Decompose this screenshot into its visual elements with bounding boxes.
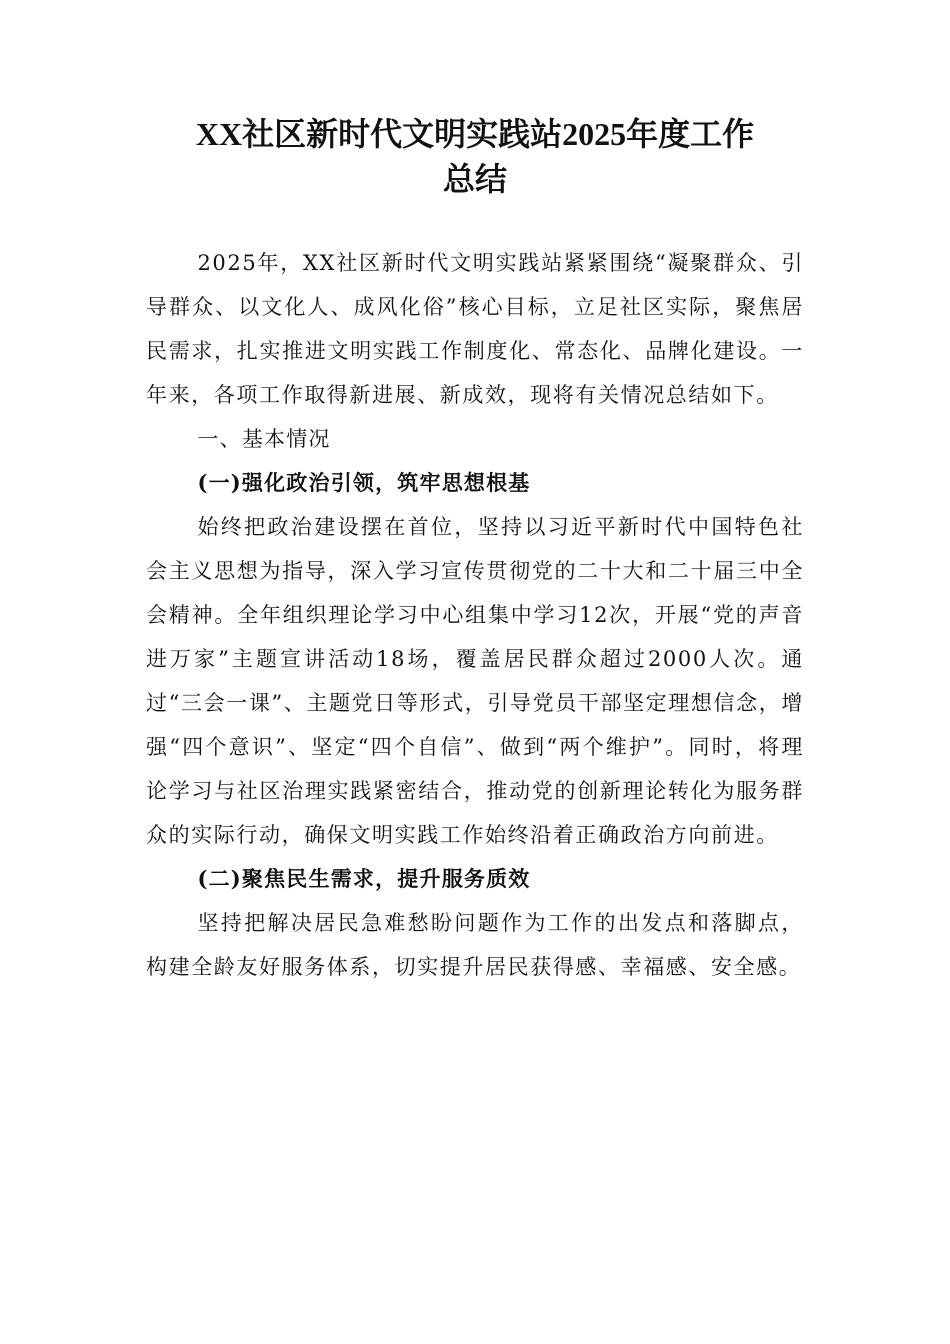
document-body [146, 241, 804, 989]
document-page [146, 112, 804, 989]
section-heading-basic-situation: 一、基本情况 [197, 427, 331, 451]
intro-paragraph: 2025年，XX社区新时代文明实践站紧紧围绕“凝聚群众、引导群众、以文化人、成风化俗”核心目标，立足社区实际，聚焦居民需求，扎实推进文明实践工作制度化、常态化、品牌化建设。一年来，各项工作取得新进展、新成效，现将有关情况总结如下。 [146, 251, 804, 407]
livelihood-needs-paragraph: 坚持把解决居民急难愁盼问题作为工作的出发点和落脚点，构建全龄友好服务体系，切实提升居民获得感、幸福感、安全感。 [146, 911, 804, 979]
document-title-line-2: 总结 [442, 161, 507, 197]
political-leadership-paragraph: 始终把政治建设摆在首位，坚持以习近平新时代中国特色社会主义思想为指导，深入学习宣传贯彻党的二十大和二十届三中全会精神。全年组织理论学习中心组集中学习12次，开展“党的声音进万家”主题宣讲活动18场，覆盖居民群众超过2000人次。通过“三会一课”、主题党日等形式，引导党员干部坚定理想信念，增强“四个意识”、坚定“四个自信”、做到“两个维护”。同时，将理论学习与社区治理实践紧密结合，推动党的创新理论转化为服务群众的实际行动，确保文明实践工作始终沿着正确政治方向前进。 [146, 515, 804, 847]
document-title [146, 112, 804, 202]
subsection-heading-political-leadership: (一)强化政治引领，筑牢思想根基 [197, 470, 531, 495]
document-title-line-1: XX社区新时代文明实践站2025年度工作 [195, 116, 755, 152]
subsection-heading-livelihood-needs: (二)聚焦民生需求，提升服务质效 [197, 866, 531, 891]
